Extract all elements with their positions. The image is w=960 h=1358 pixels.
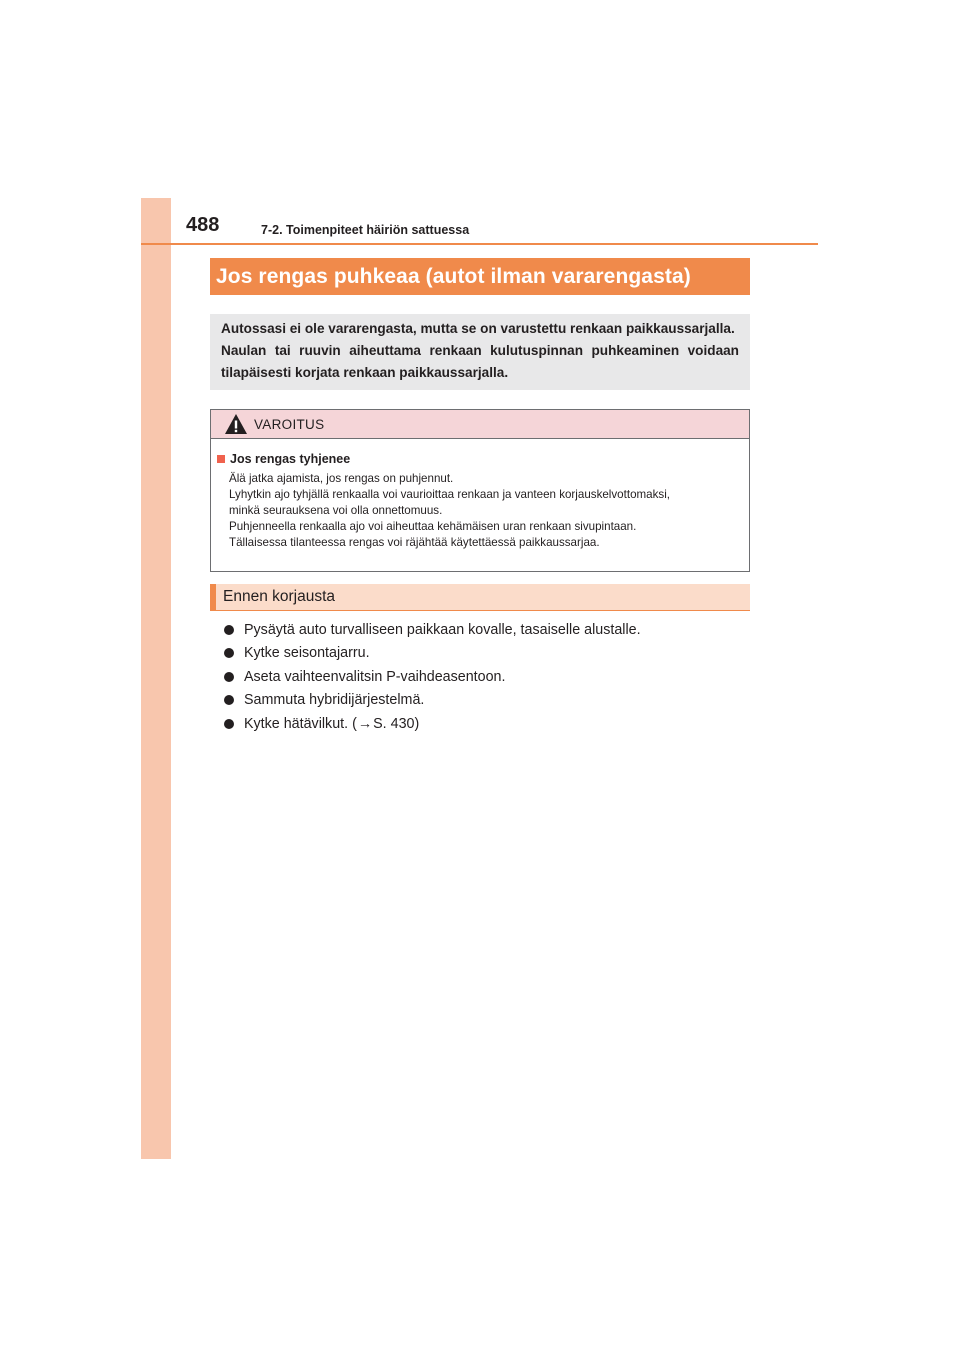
page-title: Jos rengas puhkeaa (autot ilman vararengasta)	[216, 264, 691, 288]
intro-line: tilapäisesti korjata renkaan paikkaussarjalla.	[221, 365, 509, 380]
step-text: Pysäytä auto turvalliseen paikkaan kovalle, tasaiselle alustalle.	[244, 621, 641, 638]
step-text: Aseta vaihteenvalitsin P-vaihdeasentoon.	[244, 668, 506, 685]
page-number: 488	[186, 214, 220, 236]
list-item	[222, 642, 641, 666]
arrow-right-icon: →	[357, 715, 373, 732]
warning-text	[217, 471, 739, 551]
list-item	[222, 712, 641, 736]
bullet-icon	[224, 672, 234, 682]
square-bullet-icon	[217, 455, 225, 463]
header-rule	[141, 243, 818, 245]
warning-triangle-icon	[224, 413, 248, 435]
step-list	[222, 618, 641, 736]
warning-item-title: Jos rengas tyhjenee	[230, 452, 351, 466]
side-strip	[141, 198, 171, 1159]
intro-line: Naulan tai ruuvin aiheuttama renkaan kulutuspinnan puhkeaminen voidaan	[221, 343, 739, 358]
bullet-icon	[224, 719, 234, 729]
warning-line: Lyhytkin ajo tyhjällä renkaalla voi vaurioittaa renkaan ja vanteen korjauskelvottomaksi,	[229, 488, 671, 501]
warning-box	[210, 409, 750, 572]
title-bar	[210, 258, 750, 295]
list-item	[222, 689, 641, 713]
list-item	[222, 618, 641, 642]
subheading	[210, 584, 750, 611]
bullet-icon	[224, 625, 234, 635]
page-reference-link[interactable]: S. 430)	[373, 715, 420, 732]
warning-label: VAROITUS	[254, 416, 325, 432]
warning-header	[211, 410, 749, 439]
step-text: Sammuta hybridijärjestelmä.	[244, 692, 425, 709]
bullet-icon	[224, 695, 234, 705]
bullet-icon	[224, 648, 234, 658]
warning-line: Älä jatka ajamista, jos rengas on puhjennut.	[229, 472, 454, 485]
section-title: 7-2. Toimenpiteet häiriön sattuessa	[261, 223, 470, 237]
step-text: Kytke seisontajarru.	[244, 645, 370, 662]
intro-line: Autossasi ei ole vararengasta, mutta se on varustettu renkaan paikkaussarjalla.	[221, 321, 735, 336]
warning-line: Puhjenneella renkaalla ajo voi aiheuttaa kehämäisen uran renkaan sivupintaan.	[229, 520, 637, 533]
warning-line: minkä seurauksena voi olla onnettomuus.	[229, 504, 443, 517]
warning-line: Tällaisessa tilanteessa rengas voi räjähtää käytettäessä paikkaussarjaa.	[229, 536, 600, 549]
step-text: Kytke hätävilkut. (	[244, 715, 357, 732]
subheading-title: Ennen korjausta	[223, 588, 336, 605]
warning-body	[211, 439, 749, 551]
list-item	[222, 665, 641, 689]
warning-item	[217, 452, 749, 466]
intro-box	[210, 314, 750, 390]
